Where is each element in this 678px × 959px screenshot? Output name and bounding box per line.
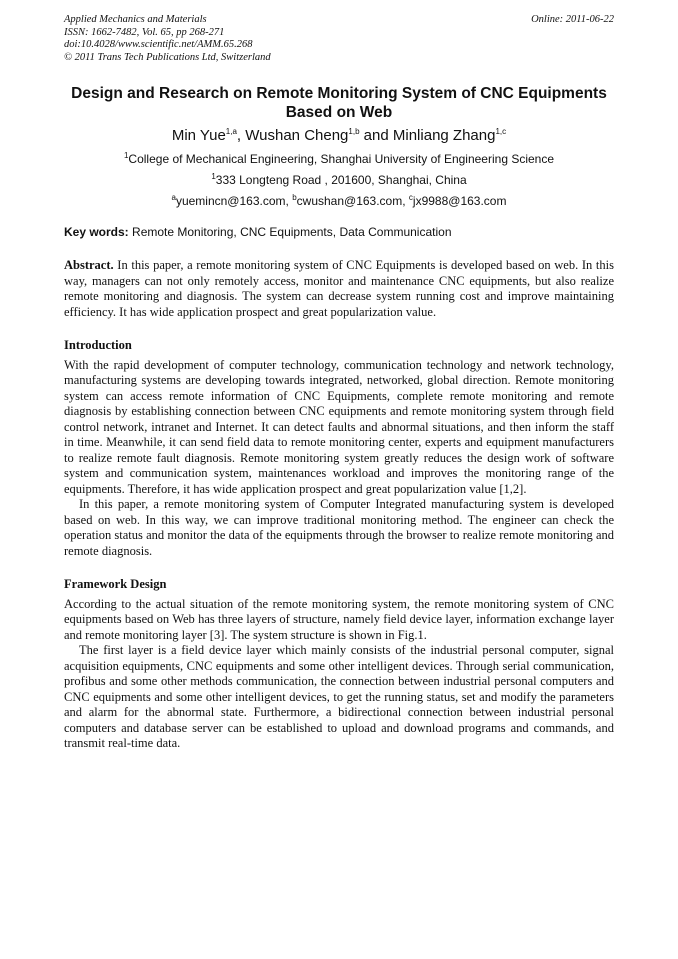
- email-separator: ,: [402, 194, 409, 208]
- address-mark: 1: [211, 172, 216, 181]
- abstract-text: In this paper, a remote monitoring system of CNC Equipments is developed based on web. In this way, managers can not only remotely access, monitor and maintenance CNC equipments, but also realize remote monitoring and diagnosis. The system can decrease system running cost and improve maintaining efficiency. It has wide application prospect and great popularization value.: [64, 258, 614, 319]
- keywords: [64, 225, 614, 240]
- introduction-paragraph: In this paper, a remote monitoring system of Computer Integrated manufacturing system is developed based on web. In this way, we can improve traditional monitoring method. The engineer can check the operation status and monitor the data of the equipments through the browser to realize remote monitoring and remote diagnosis.: [64, 497, 614, 558]
- address-text: 333 Longteng Road , 201600, Shanghai, China: [215, 173, 467, 187]
- journal-header: [64, 14, 614, 64]
- framework-paragraph: According to the actual situation of the remote monitoring system, the remote monitoring system of CNC equipments based on Web has three layers of structure, namely field device layer, information exchange layer and remote monitoring layer [3]. The system structure is shown in Fig.1.: [64, 596, 614, 642]
- affiliation-address: [64, 173, 614, 187]
- copyright: © 2011 Trans Tech Publications Ltd, Switzerland: [64, 51, 271, 63]
- abstract: [64, 258, 614, 320]
- email-list: [64, 194, 614, 208]
- online-date: Online: 2011-06-22: [531, 14, 614, 25]
- author-affiliation-mark: 1,a: [225, 127, 237, 136]
- author-name: Min Yue: [171, 127, 226, 144]
- framework-paragraph: The first layer is a field device layer which mainly consists of the industrial personal computer, signal acquisition equipments, CNC equipments and some other intelligent devices. Through serial communication, profibus and some other methods communication, the connection between industrial personal computers and CNC equipments and some other intelligent devices, to get the running status, set and modify the parameters and alarm for the abnormal state. Furthermore, a bidirectional connection between industrial personal computers and database server can be established to upload and download programs and commands, and transmit real-time data.: [64, 643, 614, 750]
- author-separator: and: [359, 127, 393, 144]
- introduction-paragraph: With the rapid development of computer technology, communication technology and network technology, manufacturing systems are developing towards integrated, networked, global direction. Remote monitoring system can access remote information of CNC Equipments, complete remote monitoring and remote diagnosis by establishing connection between CNC equipments and remote monitoring system through field control network, intranet and Internet. It can detect faults and abnormal situations, and then inform the staff in time. Meanwhile, it can send field data to remote monitoring center, experts and equipment manufacturers to realize remote fault diagnosis. Remote monitoring system greatly reduces the design work of software system and communication system, maintenances workload and improves the monitoring range of the equipments. Therefore, it has wide application prospect and great popularization value [1,2].: [64, 357, 614, 496]
- institution-name: College of Mechanical Engineering, Shanghai University of Engineering Science: [128, 152, 555, 166]
- author-affiliation-mark: 1,b: [348, 127, 360, 136]
- email-address[interactable]: jx9988@163.com: [412, 194, 507, 208]
- paper-page: [64, 14, 614, 752]
- keywords-label: Key words:: [64, 225, 129, 239]
- email-mark: a: [171, 193, 176, 202]
- author-name: Wushan Cheng: [245, 127, 349, 144]
- issn-volume: ISSN: 1662-7482, Vol. 65, pp 268-271: [64, 26, 225, 38]
- journal-name: Applied Mechanics and Materials: [64, 14, 207, 25]
- email-address[interactable]: cwushan@163.com: [296, 194, 403, 208]
- author-list: [64, 126, 614, 146]
- author-affiliation-mark: 1,c: [495, 127, 507, 136]
- affiliation-institution: [64, 152, 614, 166]
- email-address[interactable]: yuemincn@163.com: [175, 194, 286, 208]
- keywords-text: Remote Monitoring, CNC Equipments, Data Communication: [128, 225, 452, 239]
- author-separator: ,: [236, 127, 246, 144]
- email-separator: ,: [285, 194, 293, 208]
- author-name: Minliang Zhang: [392, 127, 496, 144]
- paper-title: Design and Research on Remote Monitoring System of CNC Equipments Based on Web: [71, 85, 607, 121]
- email-mark: c: [408, 193, 413, 202]
- affiliation-mark: 1: [123, 151, 129, 160]
- doi: doi:10.4028/www.scientific.net/AMM.65.268: [64, 39, 253, 50]
- journal-info: [64, 14, 464, 64]
- section-heading-framework-design: Framework Design: [64, 577, 167, 591]
- abstract-label: Abstract.: [64, 258, 114, 272]
- email-mark: b: [292, 193, 297, 202]
- section-heading-introduction: Introduction: [64, 338, 132, 352]
